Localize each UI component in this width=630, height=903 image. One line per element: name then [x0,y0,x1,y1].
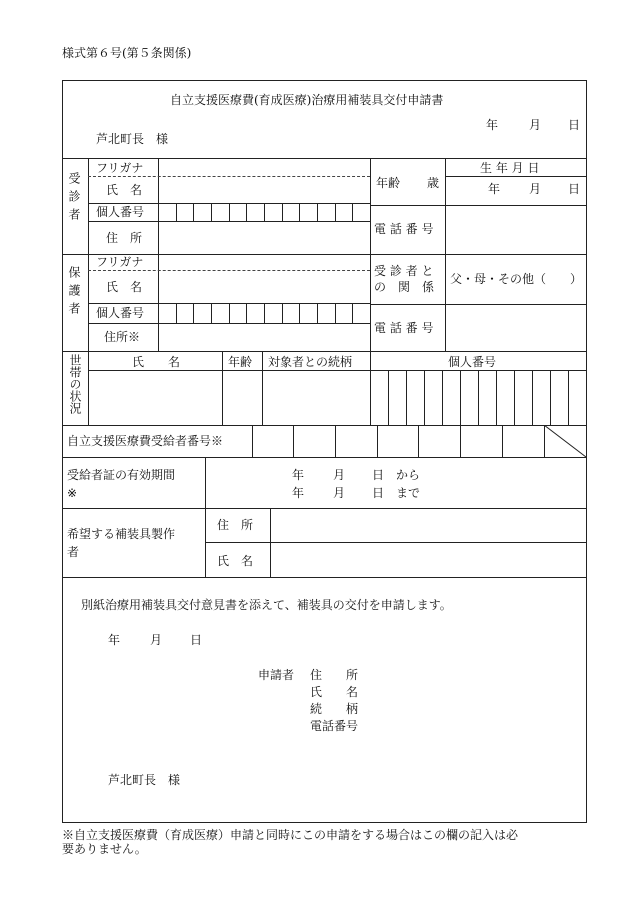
guardian-number-box-divider [282,303,283,323]
patient-number-box-divider [229,203,230,221]
validity-from-month: 月 [333,468,346,482]
patient-age-label: 年齢 [376,176,401,190]
patient-furigana-label: フリガナ [96,161,144,175]
patient-number-box-divider [211,203,212,221]
patient-birth-year: 年 [488,182,501,196]
household-number-box-divider [442,370,443,425]
household-col-number: 個人番号 [448,355,497,369]
guardian-number-box-divider [246,303,247,323]
patient-number-box-divider [193,203,194,221]
guardian-number-box-divider [352,303,353,323]
recipient-number-box-divider [252,425,253,457]
guardian-number-box-divider [211,303,212,323]
validity-to-suffix: まで [396,486,421,500]
validity-label-1: 受給者証の有効期間 [67,468,176,482]
patient-number-label: 個人番号 [96,205,145,219]
household-col-age: 年齢 [228,355,253,369]
household-number-box-divider [424,370,425,425]
household-number-box-divider [388,370,389,425]
patient-age-unit: 歳 [427,176,440,190]
patient-address-label: 住 所 [106,231,143,245]
patient-number-box-divider [264,203,265,221]
maker-name-label: 氏 名 [217,554,254,568]
date-year-label: 年 [486,118,499,132]
patient-birth-label: 生 年 月 日 [480,161,540,175]
footnote-line-1: ※自立支援医療費（育成医療）申請と同時にこの申請をする場合はこの欄の記入は必 [62,828,519,842]
household-number-box-divider [514,370,515,425]
validity-to-day: 日 [372,486,385,500]
recipient-number-box-divider [335,425,336,457]
recipient-number-slash [544,425,587,458]
maker-address-label: 住 所 [217,518,254,532]
application-date-year: 年 [108,633,121,647]
recipient-number-box-divider [460,425,461,457]
footnote-line-2: 要ありません。 [62,842,147,856]
household-number-box-divider [478,370,479,425]
guardian-address-label: 住所※ [104,330,141,344]
validity-from-year: 年 [292,468,305,482]
patient-number-box-divider [317,203,318,221]
guardian-relation-value: 父・母・その他（ ） [450,272,583,286]
household-number-box-divider [568,370,569,425]
patient-number-box-divider [352,203,353,221]
guardian-number-box-divider [193,303,194,323]
guardian-number-box-divider [229,303,230,323]
application-date-month: 月 [150,633,163,647]
validity-to-year: 年 [292,486,305,500]
guardian-number-box-divider [264,303,265,323]
date-day-label: 日 [568,118,581,132]
guardian-name-label: 氏 名 [106,280,143,294]
guardian-number-label: 個人番号 [96,306,145,320]
form-title: 自立支援医療費(育成医療)治療用補装具交付申請書 [170,93,444,107]
maker-label-2: 者 [67,545,80,559]
maker-label-1: 希望する補装具製作 [67,527,176,541]
guardian-phone-label: 電 話 番 号 [374,321,434,335]
patient-birth-month: 月 [529,182,542,196]
applicant-label: 申請者 [258,668,295,682]
application-date-day: 日 [190,633,203,647]
patient-birth-day: 日 [568,182,581,196]
recipient-number-box-divider [377,425,378,457]
applicant-address-label: 住 所 [310,668,359,682]
patient-number-box-divider [282,203,283,221]
application-addressee: 芦北町長 様 [108,773,181,787]
guardian-number-box-divider [176,303,177,323]
guardian-group-label: 保護者 [67,266,81,320]
applicant-relation-label: 続 柄 [310,702,359,716]
guardian-furigana-label: フリガナ [96,255,144,269]
household-col-relation: 対象者との続柄 [268,355,353,369]
patient-group-label: 受診者 [67,172,81,226]
patient-number-box-divider [335,203,336,221]
guardian-relation-label-1: 受 診 者 と [374,264,434,278]
applicant-name-label: 氏 名 [310,685,359,699]
date-month-label: 月 [529,118,542,132]
patient-number-box-divider [176,203,177,221]
patient-name-label: 氏 名 [106,183,143,197]
household-col-name: 氏 名 [132,355,181,369]
guardian-relation-label-2: の 関 係 [374,280,435,294]
validity-label-2: ※ [67,486,78,500]
household-number-box-divider [532,370,533,425]
household-number-box-divider [406,370,407,425]
recipient-number-label: 自立支援医療費受給者番号※ [67,434,224,448]
patient-number-box-divider [246,203,247,221]
household-number-box-divider [496,370,497,425]
patient-number-box-divider [299,203,300,221]
guardian-number-box-divider [335,303,336,323]
application-statement: 別紙治療用補装具交付意見書を添えて、補装具の交付を申請します。 [81,598,452,612]
guardian-number-box-divider [299,303,300,323]
guardian-number-box-divider [317,303,318,323]
addressee: 芦北町長 様 [96,132,169,146]
recipient-number-box-divider [293,425,294,457]
household-number-box-divider [460,370,461,425]
validity-from-day: 日 [372,468,385,482]
validity-from-suffix: から [396,468,421,482]
applicant-phone-label: 電話番号 [310,719,359,733]
validity-to-month: 月 [333,486,346,500]
form-number-label: 様式第６号(第５条関係) [62,46,192,60]
household-number-box-divider [550,370,551,425]
patient-phone-label: 電 話 番 号 [374,222,434,236]
recipient-number-box-divider [502,425,503,457]
household-group-label: 世帯の状況 [68,354,82,414]
recipient-number-box-divider [418,425,419,457]
